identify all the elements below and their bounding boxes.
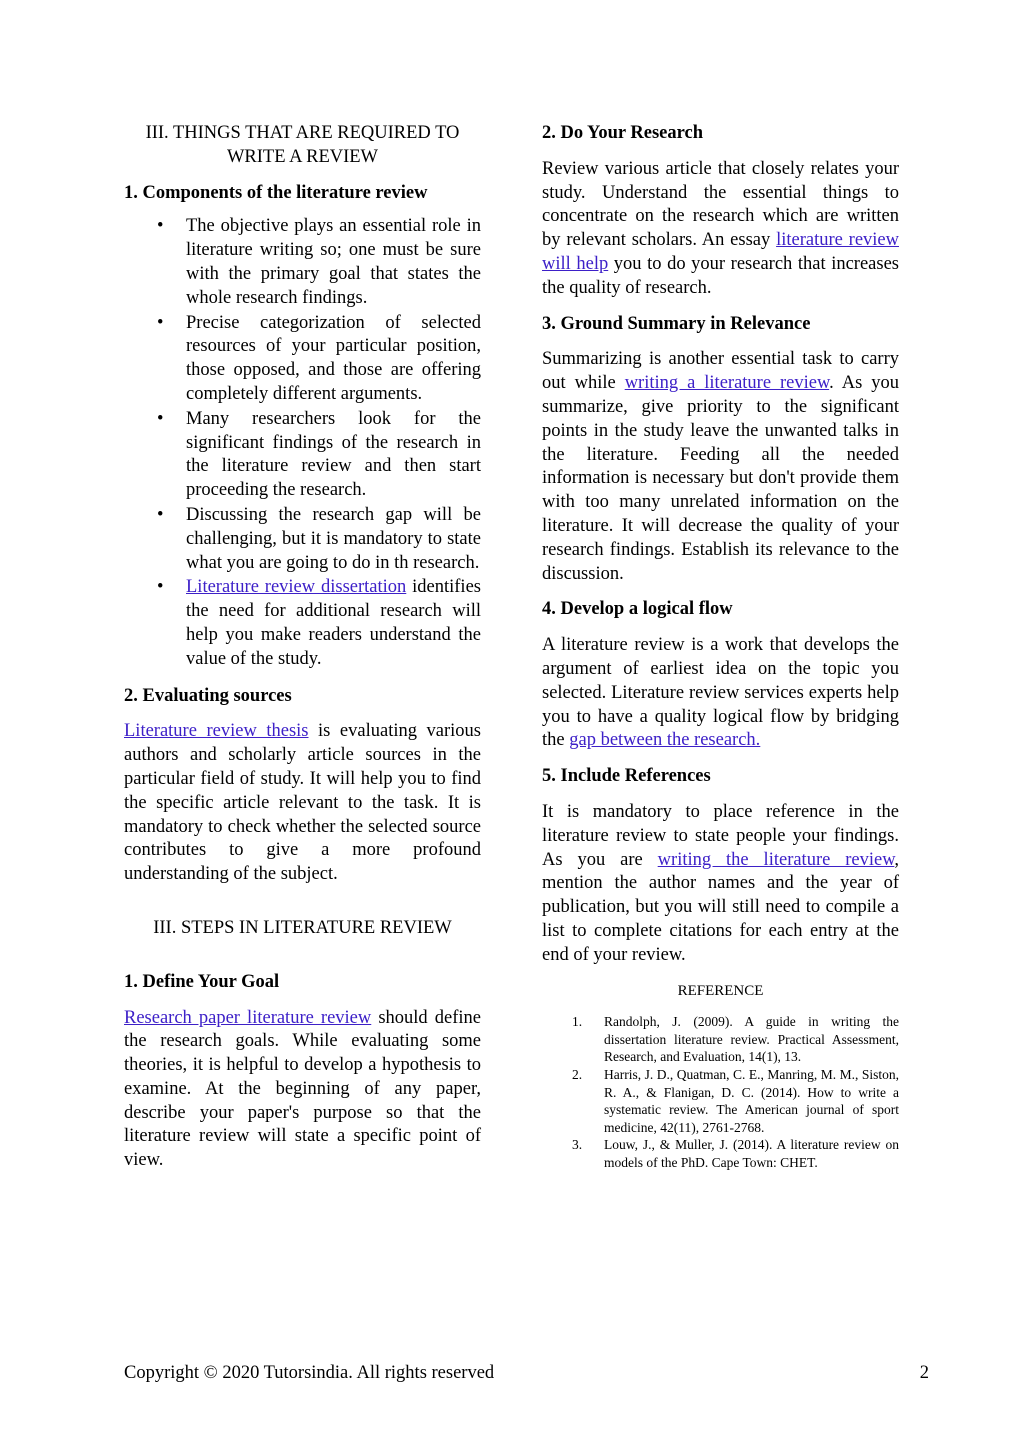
flow-paragraph: [542, 634, 899, 753]
evaluating-paragraph: [124, 720, 481, 887]
research-paper-literature-review-link[interactable]: Research paper literature review: [124, 1007, 372, 1028]
reference-item: [542, 1066, 899, 1136]
list-item: [124, 408, 481, 503]
reference-list: [542, 1013, 899, 1171]
goal-heading: 1. Define Your Goal: [124, 971, 280, 992]
reference-title: REFERENCE: [677, 982, 764, 999]
reference-text: Randolph, J. (2009). A guide in writing the dissertation literature review. Practical Assessment, Research, and Evaluation, 14(1), 13.: [604, 1014, 899, 1065]
references-heading: 5. Include References: [542, 766, 711, 787]
right-column: [542, 122, 899, 1172]
evaluating-heading: 2. Evaluating sources: [124, 685, 292, 706]
flow-heading: 4. Develop a logical flow: [542, 599, 733, 620]
reference-number: 3.: [572, 1137, 583, 1153]
literature-review-thesis-link[interactable]: Literature review thesis: [124, 721, 309, 742]
summary-heading: 3. Ground Summary in Relevance: [542, 313, 811, 334]
page-footer: [124, 1363, 929, 1384]
paragraph-text: A literature review is a work that develops the argument of earliest idea on the topic you selected. Literature review services experts help you to have a quality logical flow by bridging the: [542, 635, 899, 751]
reference-number: 2.: [572, 1067, 583, 1083]
paragraph-text: It is mandatory to place reference in the literature review to state people your findings. As you are: [542, 801, 899, 870]
bullet-text: The objective plays an essential role in literature writing so; one must be sure with the primary goal that states the whole research findings.: [186, 216, 481, 308]
writing-a-literature-review-link[interactable]: writing a literature review: [624, 373, 830, 394]
bullet-text: identifies the need for additional research will help you make readers understand the value of the study.: [186, 577, 481, 669]
bullet-icon: •: [157, 504, 164, 525]
goal-paragraph: [124, 1007, 481, 1174]
reference-item: [542, 1013, 899, 1066]
gap-between-the-research-link[interactable]: gap between the research.: [569, 730, 761, 751]
references-paragraph: [542, 801, 899, 968]
paragraph-text: should define the research goals. While evaluating some theories, it is helpful to develop a hypothesis to examine. At the beginning of any paper, describe your paper's purpose so that the literature review will state a specific point of view.: [124, 1007, 481, 1171]
literature-review-will-help-link[interactable]: literature review will help: [542, 230, 899, 274]
paragraph-text: you to do your research that increases the quality of research.: [542, 253, 899, 298]
paragraph-text: is evaluating various authors and scholarly article sources in the particular field of study. It will help you to find the specific article relevant to the task. It is mandatory to check whether the selected source contributes to give a more profound understanding of the subject.: [124, 721, 481, 885]
components-heading: 1. Components of the literature review: [124, 182, 428, 203]
research-heading: 2. Do Your Research: [542, 123, 704, 143]
literature-review-dissertation-link[interactable]: Literature review dissertation: [186, 577, 407, 598]
list-item: [124, 576, 481, 671]
bullet-text: Precise categorization of selected resources of your particular position, those opposed, and those are offering completely different arguments.: [186, 312, 481, 404]
paragraph-text: Review various article that closely relates your study. Understand the essential things to concentrate on the research which are written by relevant scholars. An essay: [542, 158, 899, 251]
bullet-icon: •: [157, 577, 164, 598]
reference-item: [542, 1136, 899, 1171]
bullet-icon: •: [157, 408, 164, 429]
list-item: [124, 312, 481, 407]
reference-text: Louw, J., & Muller, J. (2014). A literature review on models of the PhD. Cape Town: CHET.: [604, 1137, 899, 1171]
copyright-text: Copyright © 2020 Tutorsindia. All rights reserved: [124, 1363, 495, 1383]
list-item: [124, 504, 481, 575]
bullet-icon: •: [157, 312, 164, 333]
reference-text: Harris, J. D., Quatman, C. E., Manring, M. M., Siston, R. A., & Flanigan, D. C. (2014). How to write a systematic review. The American journal of sport medicine, 42(11), 2761-2768.: [604, 1067, 899, 1135]
list-item: [124, 215, 481, 310]
page-number: 2: [919, 1363, 929, 1383]
summary-paragraph: [542, 348, 899, 586]
paragraph-text: , mention the author names and the year of publication, but you will still need to compile a list to complete citations for each entry at the end of your review.: [542, 849, 899, 965]
steps-title: III. STEPS IN LITERATURE REVIEW: [153, 917, 452, 938]
bullet-icon: •: [157, 216, 164, 237]
paragraph-text: . As you summarize, give priority to the significant points in the study leave the unwanted talks in the literature. Feeding all the needed information is necessary but don't provide them with too many unrelated information on the literature. It will decrease the quality of your research findings. Establish its relevance to the discussion.: [542, 373, 899, 584]
paragraph-text: Summarizing is another essential task to carry out while: [542, 349, 899, 394]
bullet-text: Many researchers look for the significant findings of the research in the literature review and then start proceeding the research.: [186, 408, 481, 501]
research-paragraph: [542, 158, 899, 301]
components-list: [124, 215, 481, 671]
bullet-text: Discussing the research gap will be challenging, but it is mandatory to state what you are going to do in th research.: [186, 504, 481, 573]
reference-number: 1.: [572, 1014, 583, 1030]
writing-the-literature-review-link[interactable]: writing the literature review: [657, 849, 895, 870]
left-column: [124, 122, 481, 1185]
section-title: III. THINGS THAT ARE REQUIRED TO WRITE A REVIEW: [145, 123, 460, 167]
